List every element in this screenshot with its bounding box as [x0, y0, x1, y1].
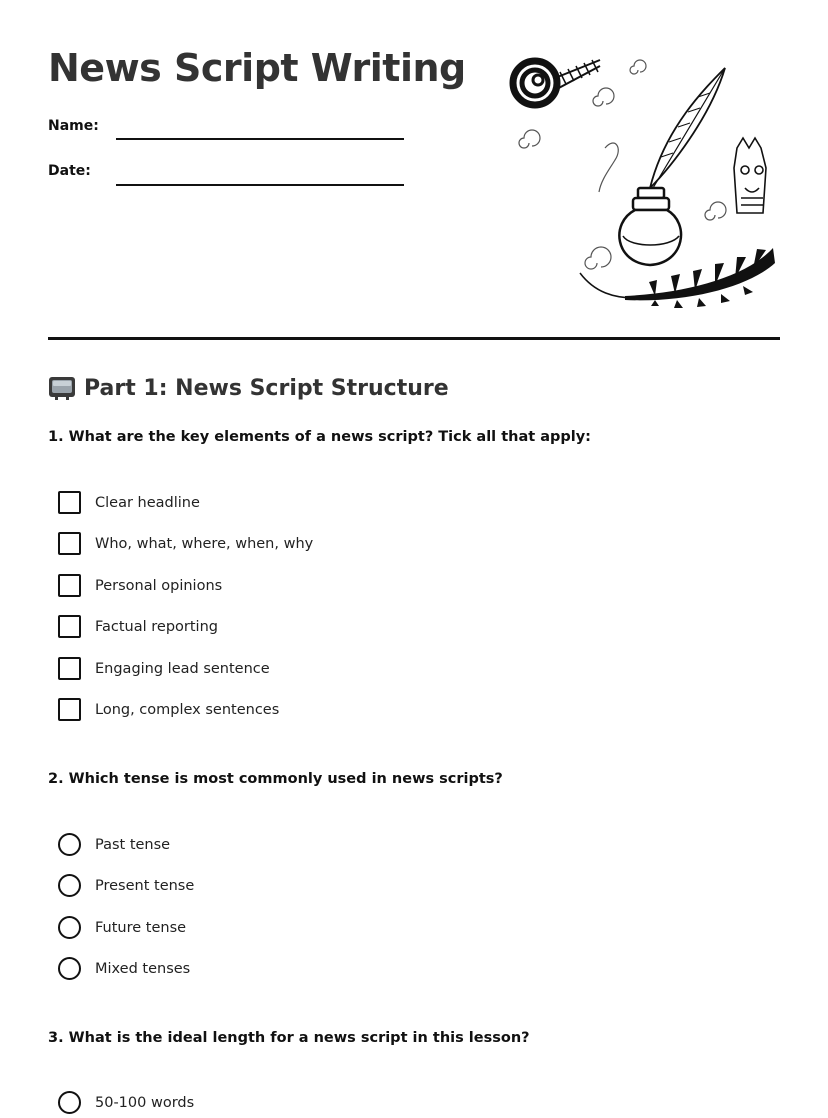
option-label: Present tense [95, 877, 195, 894]
section-title [48, 374, 449, 402]
radio-button[interactable] [58, 957, 81, 980]
question-2: 2. Which tense is most commonly used in news scripts? [48, 771, 503, 787]
radio-button[interactable] [58, 916, 81, 939]
option-label: Clear headline [95, 494, 200, 511]
checkbox[interactable] [58, 532, 81, 555]
option-50-100-words[interactable] [58, 1091, 194, 1114]
header-illustration [505, 48, 785, 310]
date-field[interactable] [116, 162, 404, 186]
name-field[interactable] [116, 116, 404, 140]
section-title-text: Part 1: News Script Structure [84, 375, 449, 401]
fern-leaf-icon [580, 248, 775, 308]
quill-pen-icon [650, 68, 725, 193]
checkbox[interactable] [58, 657, 81, 680]
option-label: 50-100 words [95, 1094, 195, 1111]
option-future-tense[interactable] [58, 916, 186, 939]
option-label: Personal opinions [95, 577, 223, 594]
option-label: Mixed tenses [95, 960, 191, 977]
option-long-sentences[interactable] [58, 698, 279, 721]
option-label: Engaging lead sentence [95, 660, 270, 677]
radio-button[interactable] [58, 833, 81, 856]
option-label: Long, complex sentences [95, 701, 280, 718]
checkbox[interactable] [58, 698, 81, 721]
option-factual-reporting[interactable] [58, 615, 218, 638]
option-engaging-lead[interactable] [58, 657, 270, 680]
television-icon [48, 374, 76, 402]
page-title: News Script Writing [48, 46, 466, 90]
option-label: Future tense [95, 919, 187, 936]
option-clear-headline[interactable] [58, 491, 200, 514]
option-present-tense[interactable] [58, 874, 194, 897]
option-past-tense[interactable] [58, 833, 170, 856]
question-1: 1. What are the key elements of a news script? Tick all that apply: [48, 429, 591, 445]
koru-spiral-icon [513, 60, 600, 105]
option-label: Who, what, where, when, why [95, 535, 314, 552]
name-label: Name: [48, 118, 99, 134]
checkbox[interactable] [58, 574, 81, 597]
checkbox[interactable] [58, 615, 81, 638]
option-label: Factual reporting [95, 618, 218, 635]
checkbox[interactable] [58, 491, 81, 514]
radio-button[interactable] [58, 1091, 81, 1114]
question-3: 3. What is the ideal length for a news script in this lesson? [48, 1030, 530, 1046]
inkwell-icon [619, 188, 681, 265]
header-divider [48, 337, 780, 340]
option-5w[interactable] [58, 532, 313, 555]
radio-button[interactable] [58, 874, 81, 897]
option-mixed-tenses[interactable] [58, 957, 190, 980]
tiki-carving-icon [734, 138, 766, 213]
date-label: Date: [48, 163, 91, 179]
option-label: Past tense [95, 836, 171, 853]
option-personal-opinions[interactable] [58, 574, 222, 597]
